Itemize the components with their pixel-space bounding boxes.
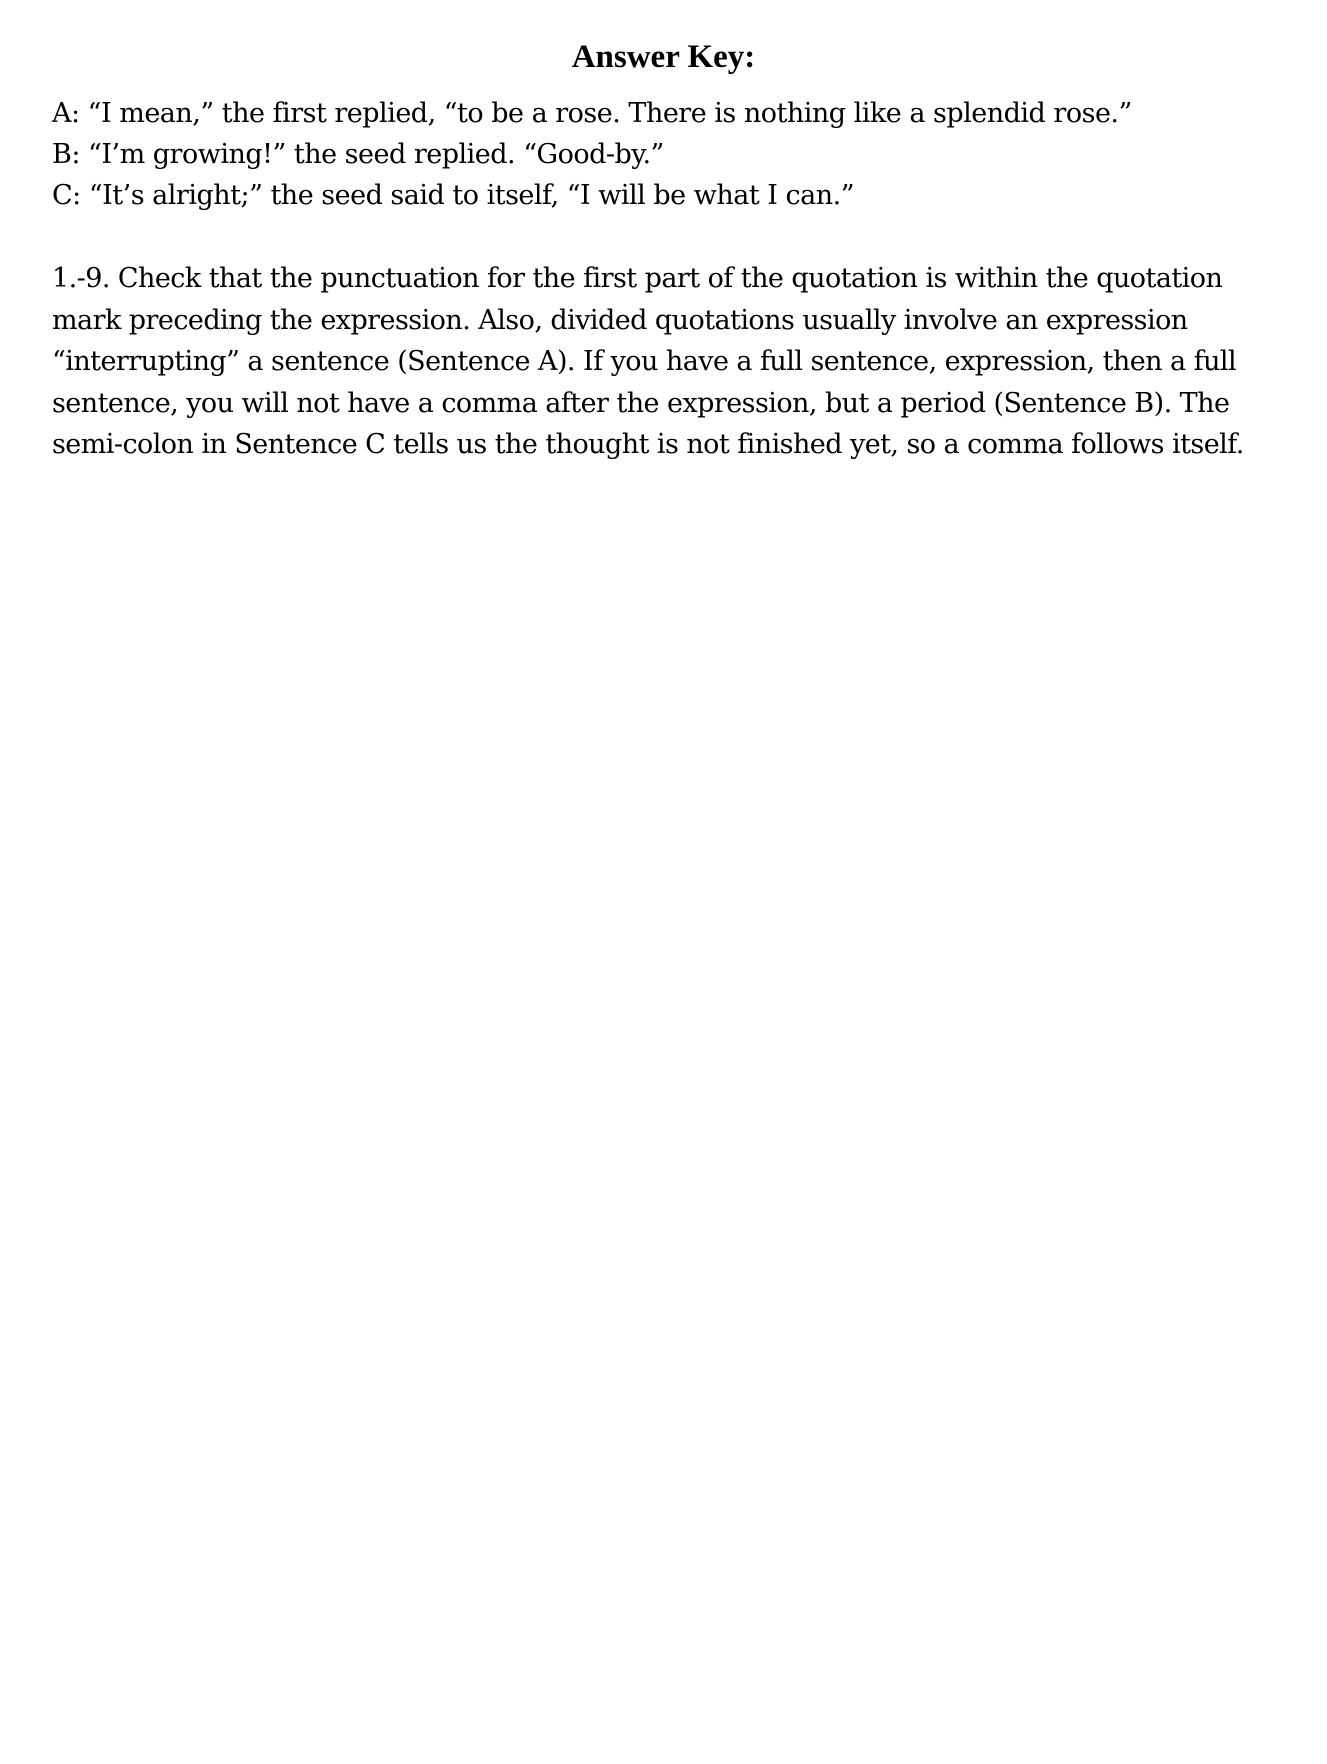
answer-b: B: “I’m growing!” the seed replied. “Good-by.” bbox=[52, 139, 664, 170]
answer-list bbox=[52, 93, 1292, 216]
explanation-paragraph: 1.-9. Check that the punctuation for the first part of the quotation is within the quotation mark preceding the expression. Also, divided quotations usually involve an expression “interrupting” a sentence (Sentence A). If you have a full sentence, expression, then a full sentence, you will not have a comma after the expression, but a period (Sentence B). The semi-colon in Sentence C tells us the thought is not finished yet, so a comma follows itself. bbox=[52, 263, 1244, 460]
answer-a: A: “I mean,” the first replied, “to be a rose. There is nothing like a splendid rose.” bbox=[52, 98, 1132, 129]
answer-c: C: “It’s alright;” the seed said to itself, “I will be what I can.” bbox=[52, 180, 854, 211]
page-title: Answer Key: bbox=[571, 39, 756, 75]
